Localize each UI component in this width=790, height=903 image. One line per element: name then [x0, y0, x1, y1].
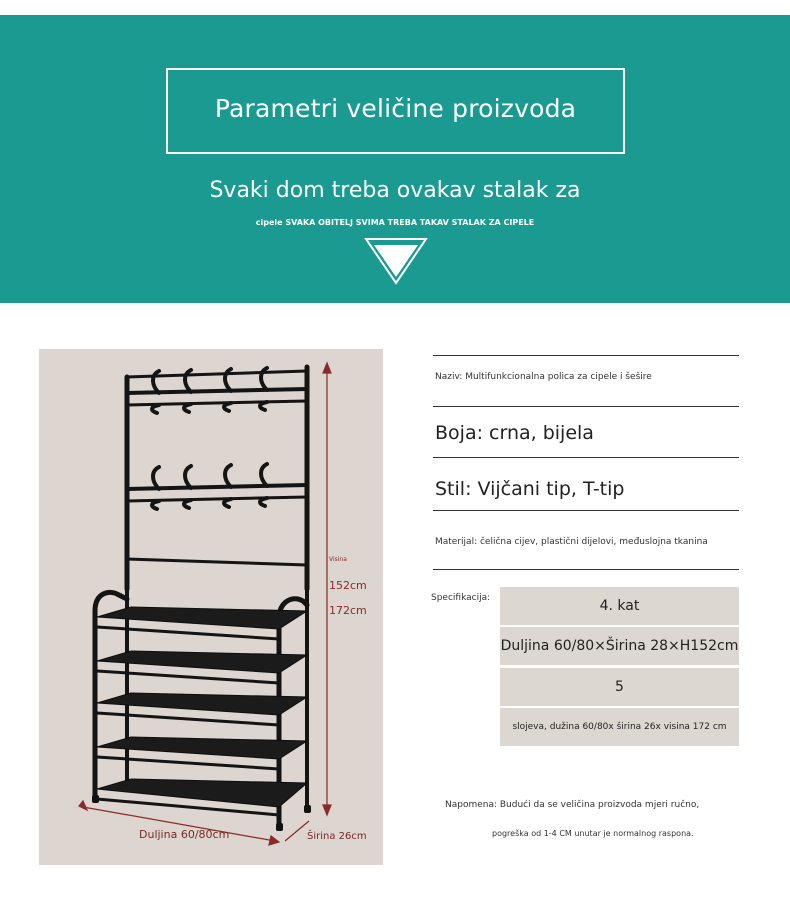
banner-subtitle: Svaki dom treba ovakav stalak za: [209, 178, 581, 203]
banner-subtitle-small: cipele SVAKA OBITELJ SVIMA TREBA TAKAV STALAK ZA CIPELE: [255, 218, 535, 227]
divider: [433, 510, 739, 511]
dimension-length-label: Duljina 60/80cm: [139, 828, 230, 841]
product-image: [39, 349, 383, 865]
dimension-width-label: Širina 26cm: [307, 831, 367, 842]
divider: [433, 406, 739, 407]
page-title: Parametri veličine proizvoda: [214, 94, 577, 123]
divider: [433, 569, 739, 570]
product-material: Materijal: čelična cijev, plastični dijelovi, međuslojna tkanina: [435, 537, 708, 547]
divider: [433, 355, 739, 356]
double-chevron-down-icon: [364, 237, 428, 287]
dimension-visina-label: Visina: [329, 556, 347, 563]
product-name: Naziv: Multifunkcionalna polica za cipele i šešire: [435, 372, 652, 382]
header-banner: [0, 15, 790, 303]
product-color: Boja: crna, bijela: [435, 422, 594, 444]
divider: [433, 457, 739, 458]
note-line-2: pogreška od 1-4 CM unutar je normalnog raspona.: [492, 829, 694, 838]
spec-cell-layers: 5: [500, 668, 739, 706]
spec-cell-size-152: Duljina 60/80×Širina 28×H152cm: [500, 627, 739, 665]
product-style: Stil: Vijčani tip, T-tip: [435, 478, 625, 500]
dimension-height-172: 172cm: [329, 604, 367, 617]
spec-label: Specifikacija:: [431, 593, 491, 603]
spec-cell-floors: 4. kat: [500, 587, 739, 625]
dimension-height-152: 152cm: [329, 579, 367, 592]
spec-cell-size-172: slojeva, dužina 60/80x širina 26x visina 172 cm: [500, 708, 739, 746]
note-line-1: Napomena: Budući da se veličina proizvoda mjeri ručno,: [445, 800, 700, 810]
title-frame: [166, 68, 625, 154]
